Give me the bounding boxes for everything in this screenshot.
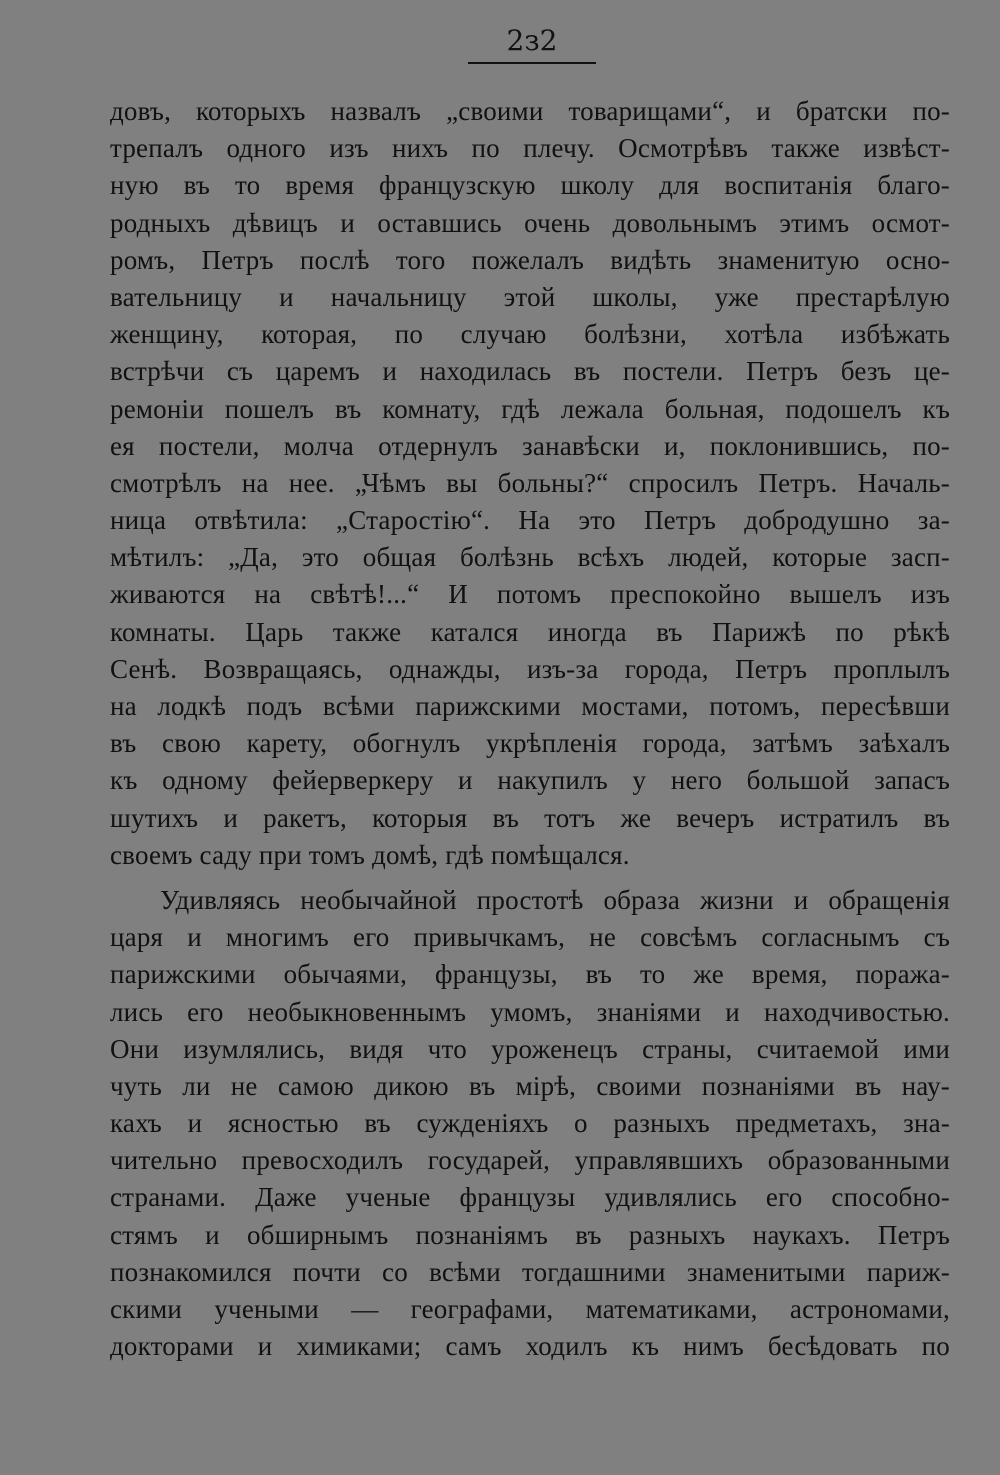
text-line: своемъ саду при томъ домѣ, гдѣ помѣщался. [110,839,630,870]
text-line: царя и многимъ его привычкамъ, не совсѣмъ согласнымъ съ [110,922,950,953]
text-line: ремоніи пошелъ въ комнату, гдѣ лежала больная, подошелъ къ [110,393,950,424]
page-number: 2з2 [506,24,558,57]
paragraph [110,93,950,874]
text-line: на лодкѣ подъ всѣми парижскими мостами, потомъ, пересѣвши [110,691,950,721]
text-line: шутихъ и ракетъ, которыя въ тотъ же вечеръ истратилъ въ [110,802,950,833]
text-line: Они изумлялись, видя что уроженецъ страны, считаемой ими [110,1033,950,1064]
body-text [110,93,950,1365]
text-line: родныхъ дѣвицъ и оставшись очень довольнымъ этимъ осмот- [110,207,950,238]
page-number-rule [468,62,596,64]
text-line: стямъ и обширнымъ познаніямъ въ разныхъ наукахъ. Петръ [110,1219,950,1250]
text-line: чительно превосходилъ государей, управлявшихъ образованными [110,1145,950,1176]
paragraph [110,882,950,1365]
text-line: лись его необыкновеннымъ умомъ, знаніями и находчивостью. [110,996,950,1027]
text-line: парижскими обычаями, французы, въ то же время, поража- [110,959,950,990]
text-line: ромъ, Петръ послѣ того пожелалъ видѣть знаменитую осно- [110,244,950,275]
text-line: ея постели, молча отдернулъ занавѣски и, поклонившись, по- [110,430,950,461]
text-line: кахъ и ясностью въ сужденіяхъ о разныхъ предметахъ, зна- [110,1108,950,1139]
text-line: трепалъ одного изъ нихъ по плечу. Осмотрѣвъ также извѣст- [110,133,950,164]
text-line: къ одному фейерверкеру и накупилъ у него большой запасъ [110,765,950,796]
paragraph-gap [110,874,950,882]
text-line: странами. Даже ученые французы удивлялись его способно- [110,1182,950,1213]
text-line: ную въ то время французскую школу для воспитанія благо- [110,170,950,201]
text-line: довъ, которыхъ назвалъ „своими товарищами“, и братски по- [110,96,950,126]
text-line: въ свою карету, обогнулъ укрѣпленія города, затѣмъ заѣхалъ [110,728,950,759]
text-line: чуть ли не самою дикою въ мірѣ, своими познаніями въ нау- [110,1070,950,1101]
text-line: скими учеными — географами, математиками, астрономами, [110,1294,950,1324]
text-line: докторами и химиками; самъ ходилъ къ нимъ бесѣдовать по [110,1331,950,1362]
text-line: мѣтилъ: „Да, это общая болѣзнь всѣхъ людей, которые засп- [110,542,950,573]
text-line: живаются на свѣтѣ!...“ И потомъ преспокойно вышелъ изъ [110,579,950,610]
text-line: смотрѣлъ на нее. „Чѣмъ вы больны?“ спросилъ Петръ. Началь- [110,467,950,498]
text-line: женщину, которая, по случаю болѣзни, хотѣла избѣжать [110,319,950,350]
text-line: познакомился почти со всѣми тогдашними знаменитыми париж- [110,1256,950,1287]
text-line: ница отвѣтила: „Старостію“. На это Петръ добродушно за- [110,505,950,536]
text-line: Сенѣ. Возвращаясь, однажды, изъ-за города, Петръ проплылъ [110,653,950,684]
text-line: комнаты. Царь также катался иногда въ Парижѣ по рѣкѣ [110,616,950,647]
text-line: Удивляясь необычайной простотѣ образа жизни и обращенія [160,884,950,915]
text-line: встрѣчи съ царемъ и находилась въ постели. Петръ безъ це- [110,356,950,387]
text-line: вательницу и начальницу этой школы, уже престарѣлую [110,281,950,312]
